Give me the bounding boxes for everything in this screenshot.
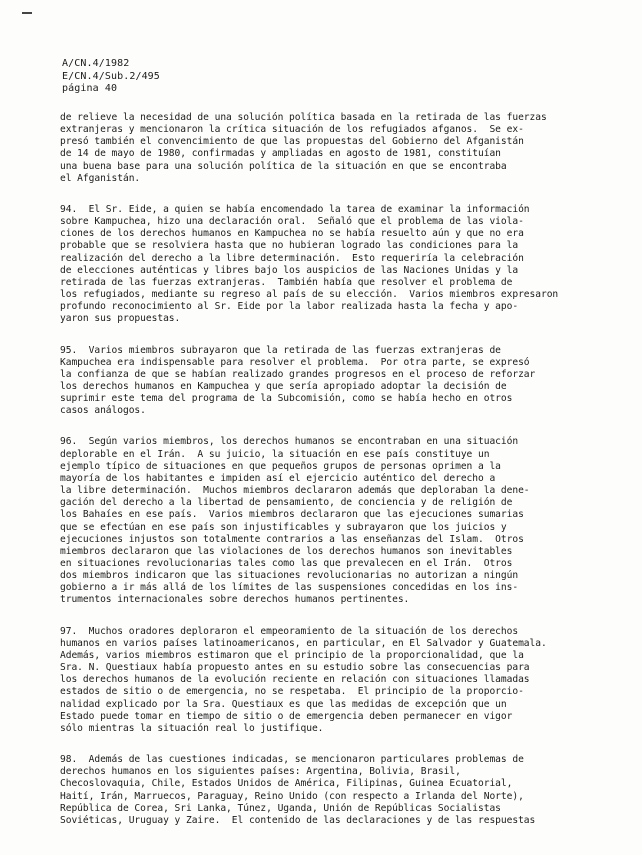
text-line: Checoslovaquia, Chile, Estados Unidos de América, Filipinas, Guinea Ecuatorial,	[60, 778, 513, 790]
text-line: 97. Muchos oradores deploraron el empeoramiento de la situación de los derechos	[60, 625, 519, 637]
text-line: extranjeras y mencionaron la crítica situación de los refugiados afganos. Se ex-	[60, 124, 524, 136]
text-line: Además, varios miembros estimaron que el principio de la proporcionalidad, que la	[60, 649, 524, 661]
text-line: los derechos humanos en Kampuchea y que sería apropiado adoptar la decisión de	[60, 380, 507, 392]
text-line: profundo reconocimiento al Sr. Eide por la labor realizada hasta la fecha y apo-	[60, 301, 519, 313]
document-symbol-1: A/CN.4/1982	[62, 58, 130, 69]
text-line: los Bahaíes en ese país. Varios miembros declararon que las ejecuciones sumarias	[60, 509, 524, 521]
text-line: estados de sitio o de emergencia, no se respetaba. El principio de la proporcio-	[60, 686, 524, 698]
paragraph-96	[60, 436, 605, 606]
text-line: de elecciones auténticas y libres bajo los auspicios de las Naciones Unidas y la	[60, 264, 519, 276]
text-line: presó también el convencimiento de que las propuestas del Gobierno del Afganistán	[60, 136, 524, 148]
text-line: de relieve la necesidad de una solución política basada en la retirada de las fuerzas	[60, 112, 547, 123]
text-line: 95. Varios miembros subrayaron que la retirada de las fuerzas extranjeras de	[60, 344, 501, 356]
paragraph-94	[60, 204, 605, 326]
text-line: 96. Según varios miembros, los derechos humanos se encontraban en una situación	[60, 436, 519, 448]
text-line: miembros declararon que las violaciones de los derechos humanos son inevitables	[60, 545, 513, 557]
text-line: República de Corea, Sri Lanka, Túnez, Uganda, Unión de Repúblicas Socialistas	[60, 802, 501, 814]
text-line: yaron sus propuestas.	[60, 313, 181, 325]
text-line: trumentos internacionales sobre derechos humanos pertinentes.	[60, 594, 410, 606]
text-line: casos análogos.	[60, 405, 146, 417]
text-line: los derechos humanos de la evolución reciente en relación con situaciones llamadas	[60, 674, 530, 686]
text-line: mayoría de los habitantes e impiden así el ejercicio auténtico del derecho a	[60, 472, 496, 484]
text-line: en situaciones revolucionarias tales como las que prevalecen en el Irán. Otros	[60, 558, 513, 569]
text-line: una buena base para una solución política de la situación en que se encontraba	[60, 160, 507, 172]
text-line: retirada de las fuerzas extranjeras. También había que resolver el problema de	[60, 276, 513, 288]
text-line: humanos en varios países latinoamericanos, en particular, en El Salvador y Guatemala.	[60, 637, 547, 649]
text-line: sólo mientras la situación real lo justifique.	[60, 722, 324, 734]
text-line: suprimir este tema del programa de la Subcomisión, como se había hecho en otros	[60, 393, 513, 405]
text-line: ejecuciones injustos son totalmente contrarios a las enseñanzas del Islam. Otros	[60, 533, 524, 545]
text-line: los refugiados, mediante su regreso al país de su elección. Varios miembros expresaron	[60, 289, 559, 301]
paragraph-95	[60, 345, 605, 418]
document-body	[60, 112, 605, 827]
paragraph-continuation	[60, 112, 605, 185]
text-line: Soviéticas, Uruguay y Zaire. El contenido de las declaraciones y de las respuestas	[60, 814, 536, 826]
text-line: ejemplo típico de situaciones en que pequeños grupos de personas oprimen a la	[60, 460, 501, 472]
text-line: Haití, Irán, Marruecos, Paraguay, Reino Unido (con respecto a Irlanda del Norte),	[60, 790, 524, 802]
page-number: página 40	[62, 83, 118, 94]
text-line: deplorable en el Irán. A su juicio, la situación en ese país constituye un	[60, 448, 490, 460]
text-line: Estado puede tomar en tiempo de sitio o de emergencia deben permanecer en vigor	[60, 710, 513, 722]
text-line: dos miembros indicaron que las situaciones revolucionarias no autorizan a ningún	[60, 570, 519, 582]
text-line: 98. Además de las cuestiones indicadas, se mencionaron particulares problemas de	[60, 754, 524, 766]
text-line: que se efectúan en ese país son injustificables y subrayaron que los juicios y	[60, 521, 507, 533]
text-line: la confianza de que se habían realizado grandes progresos en el proceso de reforzar	[60, 368, 536, 380]
text-line: sobre Kampuchea, hizo una declaración oral. Señaló que el problema de las viola-	[60, 216, 524, 228]
corner-mark	[22, 12, 32, 14]
text-line: Kampuchea era indispensable para resolver el problema. Por otra parte, se expresó	[60, 356, 530, 368]
text-line: de 14 de mayo de 1980, confirmadas y ampliadas en agosto de 1981, constituían	[60, 148, 501, 160]
text-line: derechos humanos en los siguientes países: Argentina, Bolivia, Brasil,	[60, 766, 461, 778]
text-line: gobierno a ir más allá de los límites de las suspensiones concedidas en los ins-	[60, 582, 519, 594]
text-line: la libre determinación. Muchos miembros declararon además que deploraban la dene-	[60, 485, 530, 497]
text-line: probable que se resolviera hasta que no hubieran logrado las condiciones para la	[60, 240, 519, 252]
text-line: ciones de los derechos humanos en Kampuchea no se había resuelto aún y que no era	[60, 228, 524, 240]
paragraph-98	[60, 754, 605, 827]
text-line: 94. El Sr. Eide, a quien se había encomendado la tarea de examinar la información	[60, 203, 530, 215]
text-line: gación del derecho a la libertad de pensamiento, de conciencia y de religión de	[60, 497, 513, 509]
paragraph-97	[60, 626, 605, 735]
text-line: el Afganistán.	[60, 172, 141, 184]
document-header	[62, 58, 160, 96]
text-line: Sra. N. Questiaux había propuesto antes en su estudio sobre las consecuencias para	[60, 662, 530, 674]
text-line: nalidad explicado por la Sra. Questiaux es que las medidas de excepción que un	[60, 698, 507, 710]
text-line: realización del derecho a la libre determinación. Esto requeriría la celebración	[60, 252, 524, 264]
document-symbol-2: E/CN.4/Sub.2/495	[62, 70, 160, 82]
